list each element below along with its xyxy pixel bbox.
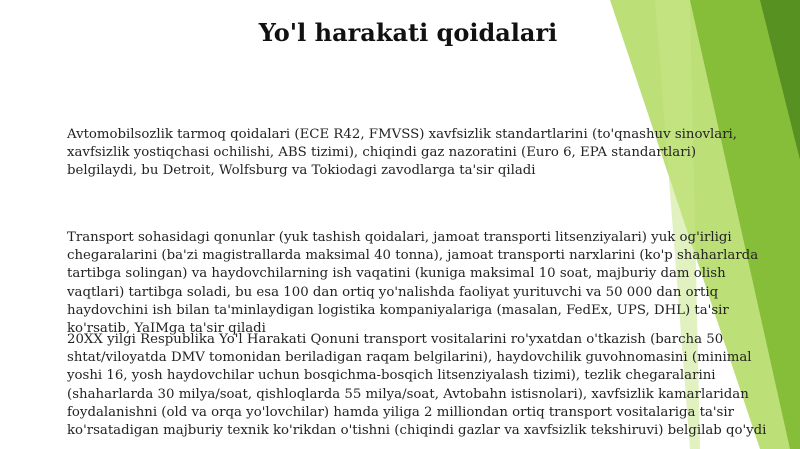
paragraph-automotive: Avtomobilsozlik tarmoq qoidalari (ECE R42, FMVSS) xavfsizlik standartlarini (to'qnashuv sinovlari, xavfsizlik yostiqchasi ochilishi, ABS tizimi), chiqindi gaz nazoratini (Euro 6, EPA standartlari) belgilaydi, bu Detroit, Wolfsburg va Tokiodagi zavodlarga ta'sir qiladi — [67, 127, 738, 179]
paragraph-transport: Transport sohasidagi qonunlar (yuk tashish qoidalari, jamoat transporti litsenziyalari) yuk og'irligi chegaralarini (ba'zi magistrallarda maksimal 40 tonna), jamoat transporti narxlarini (ko'p shaharlarda tartibga solingan) va haydovchilarning ish vaqatini (kuniga maksimal 10 soat, majburiy dam olish vaqtlari) tartibga soladi, bu esa 100 dan ortiq yo'nalishda faoliyat yurituvchi va 50 000 dan ortiq haydovchini ish bilan ta'minlaydigan logistika kompaniyalariga (masalan, FedEx, UPS, DHL) ta'sir ko'rsatib, YaIMga ta'sir qiladi — [67, 230, 759, 337]
slide-title: Yo'l harakati qoidalari — [258, 18, 558, 47]
paragraph-traffic-law: 20XX yilgi Respublika Yo'l Harakati Qonuni transport vositalarini ro'yxatdan o'tkazish (barcha 50 shtat/viloyatda DMV tomonidan beriladigan raqam belgilarini), haydovchilik guvohnomasini (minimal yoshi 16, yosh haydovchilar uchun bosqichma-bosqich litsenziyalash tizimi), tezlik chegaralarini (shaharlarda 30 milya/soat, qishloqlarda 55 milya/soat, Avtobahn istisnolari), xavfsizlik kamarlaridan foydalanishni (old va orqa yo'lovchilar) hamda yiliga 2 milliondan ortiq transport vositalariga ta'sir ko'rsatadigan majburiy texnik ko'rikdan o'tishni (chiqindi gazlar va xavfsizlik tekshiruvi) belgilab qo'ydi — [67, 332, 767, 439]
